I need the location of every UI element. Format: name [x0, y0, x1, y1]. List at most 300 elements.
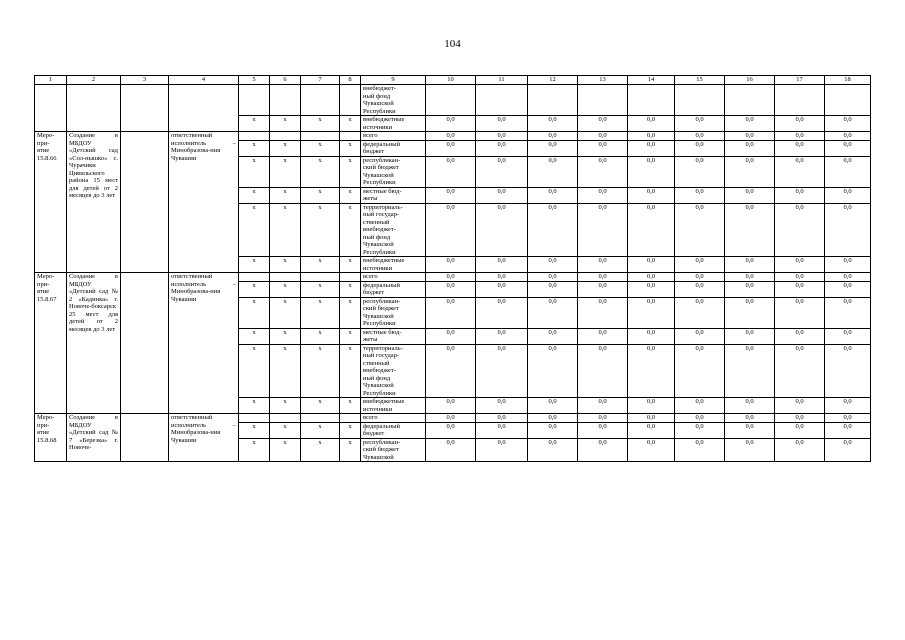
value-cell: 0,0	[476, 422, 528, 438]
mark-cell	[270, 414, 301, 423]
empty-cell	[67, 85, 121, 132]
mark-cell: x	[239, 257, 270, 273]
mark-cell: x	[239, 297, 270, 328]
mark-cell	[340, 132, 361, 141]
event-description-cell: Создание в МБДОУ «Детский сад № 2 «Кадинка» г. Новоче-боксарск 25 мест для детей от 2 месяцев до 3 лет	[67, 273, 121, 414]
value-cell: 0,0	[675, 116, 725, 132]
mark-cell: x	[340, 257, 361, 273]
funding-source-cell	[361, 203, 426, 257]
value-cell: 0,0	[775, 187, 825, 203]
value-cell: 0,0	[628, 187, 675, 203]
cell-line: ственный	[363, 218, 390, 226]
cell-line: ятие	[37, 429, 50, 436]
mark-cell: x	[270, 422, 301, 438]
mark-cell	[239, 273, 270, 282]
value-cell: 0,0	[578, 273, 628, 282]
cell-line: ный фонд	[363, 92, 391, 100]
mark-cell: x	[340, 187, 361, 203]
cell-line: бюджет	[363, 430, 385, 437]
mark-cell	[239, 85, 270, 116]
value-cell: 0,0	[775, 344, 825, 398]
value-cell: 0,0	[528, 297, 578, 328]
value-cell: 0,0	[528, 140, 578, 156]
cell-line: жеты	[363, 195, 378, 202]
value-cell: 0,0	[426, 438, 476, 462]
mark-cell: x	[239, 398, 270, 414]
cell-line: местные бюд-	[363, 328, 402, 336]
cell-line: ский бюджет	[363, 305, 399, 312]
value-cell: 0,0	[825, 281, 871, 297]
value-cell	[675, 85, 725, 116]
value-cell: 0,0	[775, 273, 825, 282]
column-header: 18	[825, 76, 871, 85]
value-cell: 0,0	[725, 328, 775, 344]
column-header: 1	[35, 76, 67, 85]
value-cell: 0,0	[675, 132, 725, 141]
value-cell: 0,0	[628, 414, 675, 423]
value-cell: 0,0	[476, 257, 528, 273]
value-cell: 0,0	[578, 422, 628, 438]
mark-cell: x	[301, 344, 340, 398]
value-cell: 0,0	[675, 297, 725, 328]
value-cell: 0,0	[476, 132, 528, 141]
mark-cell: x	[301, 297, 340, 328]
cell-line: всего	[363, 273, 378, 280]
value-cell: 0,0	[528, 438, 578, 462]
empty-cell	[121, 414, 169, 462]
value-cell: 0,0	[628, 132, 675, 141]
value-cell: 0,0	[675, 414, 725, 423]
column-header: 11	[476, 76, 528, 85]
event-description-cell: Создание в МБДОУ «Детский сад «Сол-нышко» с. Чурачики Цивильского района 15 мест для детей от 2 месяцев до 3 лет	[67, 132, 121, 273]
column-header: 3	[121, 76, 169, 85]
cell-line: внебюджетные	[363, 116, 405, 123]
table-row	[35, 273, 871, 282]
cell-line: бюджет	[363, 289, 385, 296]
cell-line: республикан-	[363, 438, 401, 446]
funding-source-cell	[361, 116, 426, 132]
cell-line: всего	[363, 414, 378, 421]
cell-line: республикан-	[363, 297, 401, 305]
column-header: 8	[340, 76, 361, 85]
mark-cell: x	[239, 116, 270, 132]
funding-source-cell	[361, 85, 426, 116]
mark-cell: x	[270, 187, 301, 203]
mark-cell: x	[301, 116, 340, 132]
cell-line: при-	[37, 139, 50, 147]
value-cell: 0,0	[825, 203, 871, 257]
mark-cell: x	[270, 398, 301, 414]
mark-cell: x	[340, 140, 361, 156]
column-header: 4	[169, 76, 239, 85]
mark-cell: x	[239, 187, 270, 203]
cell-line: местные бюд-	[363, 187, 402, 195]
column-header: 13	[578, 76, 628, 85]
value-cell: 0,0	[628, 328, 675, 344]
cell-line: ный фонд	[363, 233, 391, 241]
cell-line: всего	[363, 132, 378, 139]
column-header: 7	[301, 76, 340, 85]
value-cell: 0,0	[775, 140, 825, 156]
mark-cell: x	[270, 116, 301, 132]
table-row	[35, 132, 871, 141]
value-cell: 0,0	[528, 203, 578, 257]
cell-line: республикан-	[363, 156, 401, 164]
mark-cell: x	[270, 438, 301, 462]
value-cell: 0,0	[528, 422, 578, 438]
value-cell	[725, 85, 775, 116]
cell-line: источники	[363, 123, 393, 131]
empty-cell	[121, 273, 169, 414]
funding-source-cell	[361, 422, 426, 438]
cell-line: федеральный	[363, 422, 400, 430]
responsible-cell: ответственный исполнитель – Минобразова-ния Чувашии	[169, 273, 239, 414]
cell-line: бюджет	[363, 148, 385, 155]
mark-cell: x	[340, 297, 361, 328]
cell-line: жеты	[363, 336, 378, 343]
event-id-cell	[35, 273, 67, 414]
value-cell: 0,0	[675, 187, 725, 203]
value-cell: 0,0	[825, 414, 871, 423]
value-cell: 0,0	[775, 203, 825, 257]
value-cell	[775, 85, 825, 116]
value-cell: 0,0	[628, 203, 675, 257]
cell-line: Республики	[363, 107, 396, 115]
mark-cell: x	[239, 344, 270, 398]
value-cell: 0,0	[825, 132, 871, 141]
cell-line: территориаль-	[363, 203, 403, 211]
value-cell: 0,0	[775, 422, 825, 438]
cell-line: внебюджетные	[363, 398, 405, 405]
mark-cell: x	[239, 140, 270, 156]
value-cell: 0,0	[628, 344, 675, 398]
table-row	[35, 414, 871, 423]
value-cell: 0,0	[578, 116, 628, 132]
value-cell: 0,0	[825, 328, 871, 344]
mark-cell	[340, 414, 361, 423]
value-cell: 0,0	[628, 116, 675, 132]
mark-cell: x	[301, 422, 340, 438]
mark-cell: x	[340, 203, 361, 257]
column-header: 14	[628, 76, 675, 85]
mark-cell: x	[239, 422, 270, 438]
value-cell: 0,0	[725, 281, 775, 297]
cell-line: 15.8.68	[37, 436, 57, 444]
column-header: 12	[528, 76, 578, 85]
mark-cell: x	[301, 398, 340, 414]
column-header: 17	[775, 76, 825, 85]
cell-line: Чувашской	[363, 241, 394, 248]
value-cell: 0,0	[675, 203, 725, 257]
mark-cell: x	[270, 156, 301, 187]
mark-cell: x	[239, 438, 270, 462]
value-cell: 0,0	[628, 398, 675, 414]
cell-line: Чувашской	[363, 453, 394, 461]
value-cell: 0,0	[426, 414, 476, 423]
cell-line: внебюджет-	[363, 85, 396, 92]
cell-line: ский бюджет	[363, 446, 399, 453]
mark-cell: x	[301, 156, 340, 187]
empty-cell	[121, 132, 169, 273]
mark-cell: x	[301, 203, 340, 257]
mark-cell	[340, 85, 361, 116]
value-cell: 0,0	[578, 257, 628, 273]
funding-source-cell	[361, 257, 426, 273]
value-cell: 0,0	[775, 414, 825, 423]
value-cell: 0,0	[675, 438, 725, 462]
mark-cell	[239, 414, 270, 423]
value-cell: 0,0	[528, 398, 578, 414]
value-cell: 0,0	[476, 297, 528, 328]
value-cell: 0,0	[426, 132, 476, 141]
mark-cell: x	[270, 344, 301, 398]
mark-cell: x	[239, 156, 270, 187]
mark-cell	[340, 273, 361, 282]
mark-cell	[301, 85, 340, 116]
value-cell: 0,0	[675, 273, 725, 282]
value-cell: 0,0	[775, 297, 825, 328]
cell-line: ятие	[37, 147, 50, 154]
value-cell: 0,0	[628, 156, 675, 187]
value-cell: 0,0	[675, 140, 725, 156]
value-cell	[825, 85, 871, 116]
cell-line: Чувашской	[363, 312, 394, 320]
value-cell: 0,0	[476, 414, 528, 423]
mark-cell: x	[340, 156, 361, 187]
funding-source-cell	[361, 187, 426, 203]
value-cell: 0,0	[426, 344, 476, 398]
cell-line: Меро-	[37, 132, 55, 139]
column-header: 2	[67, 76, 121, 85]
mark-cell: x	[340, 116, 361, 132]
value-cell: 0,0	[725, 398, 775, 414]
mark-cell: x	[270, 140, 301, 156]
funding-source-cell	[361, 414, 426, 423]
cell-line: федеральный	[363, 281, 400, 289]
value-cell: 0,0	[628, 257, 675, 273]
cell-line: Республики	[363, 320, 396, 327]
budget-table	[34, 75, 871, 462]
mark-cell	[270, 132, 301, 141]
value-cell: 0,0	[426, 203, 476, 257]
mark-cell	[239, 132, 270, 141]
cell-line: ный фонд	[363, 374, 391, 382]
column-header: 10	[426, 76, 476, 85]
cell-line: Чувашской	[363, 171, 394, 179]
value-cell: 0,0	[825, 187, 871, 203]
cell-line: 15.8.67	[37, 295, 57, 303]
cell-line: Республики	[363, 248, 396, 256]
funding-source-cell	[361, 398, 426, 414]
value-cell: 0,0	[528, 132, 578, 141]
column-header: 16	[725, 76, 775, 85]
value-cell	[528, 85, 578, 116]
mark-cell	[270, 273, 301, 282]
value-cell: 0,0	[775, 438, 825, 462]
cell-line: Республики	[363, 179, 396, 186]
value-cell: 0,0	[775, 132, 825, 141]
cell-line: при-	[37, 421, 50, 429]
empty-cell	[35, 85, 67, 132]
empty-cell	[169, 85, 239, 132]
value-cell: 0,0	[825, 398, 871, 414]
value-cell: 0,0	[725, 344, 775, 398]
cell-line: Чувашской	[363, 382, 394, 389]
value-cell: 0,0	[725, 187, 775, 203]
value-cell: 0,0	[476, 328, 528, 344]
value-cell: 0,0	[725, 438, 775, 462]
value-cell: 0,0	[578, 156, 628, 187]
funding-source-cell	[361, 438, 426, 462]
event-description-cell: Создание в МБДОУ «Детский сад № 7 «Березка» г. Новоче-	[67, 414, 121, 462]
value-cell: 0,0	[578, 132, 628, 141]
value-cell: 0,0	[725, 422, 775, 438]
value-cell: 0,0	[476, 398, 528, 414]
mark-cell: x	[301, 328, 340, 344]
value-cell: 0,0	[825, 344, 871, 398]
value-cell: 0,0	[426, 297, 476, 328]
value-cell: 0,0	[578, 140, 628, 156]
value-cell: 0,0	[725, 414, 775, 423]
value-cell: 0,0	[426, 116, 476, 132]
value-cell: 0,0	[426, 140, 476, 156]
value-cell: 0,0	[528, 156, 578, 187]
cell-line: при-	[37, 280, 50, 288]
value-cell: 0,0	[476, 187, 528, 203]
funding-source-cell	[361, 297, 426, 328]
mark-cell: x	[239, 203, 270, 257]
value-cell: 0,0	[725, 273, 775, 282]
value-cell	[476, 85, 528, 116]
value-cell: 0,0	[628, 273, 675, 282]
value-cell: 0,0	[725, 257, 775, 273]
mark-cell: x	[270, 203, 301, 257]
value-cell: 0,0	[628, 281, 675, 297]
value-cell: 0,0	[426, 398, 476, 414]
cell-line: ятие	[37, 288, 50, 295]
empty-cell	[121, 85, 169, 132]
value-cell: 0,0	[825, 156, 871, 187]
mark-cell: x	[340, 328, 361, 344]
mark-cell: x	[239, 281, 270, 297]
value-cell	[628, 85, 675, 116]
value-cell: 0,0	[725, 156, 775, 187]
value-cell: 0,0	[426, 328, 476, 344]
cell-line: Республики	[363, 389, 396, 397]
value-cell: 0,0	[528, 257, 578, 273]
value-cell: 0,0	[775, 257, 825, 273]
value-cell: 0,0	[725, 132, 775, 141]
value-cell: 0,0	[476, 140, 528, 156]
value-cell: 0,0	[476, 116, 528, 132]
value-cell: 0,0	[578, 398, 628, 414]
column-header: 9	[361, 76, 426, 85]
value-cell: 0,0	[528, 187, 578, 203]
funding-source-cell	[361, 132, 426, 141]
value-cell: 0,0	[476, 273, 528, 282]
value-cell: 0,0	[775, 156, 825, 187]
value-cell: 0,0	[528, 414, 578, 423]
mark-cell: x	[270, 257, 301, 273]
mark-cell: x	[301, 187, 340, 203]
value-cell: 0,0	[725, 116, 775, 132]
value-cell: 0,0	[675, 281, 725, 297]
value-cell: 0,0	[528, 344, 578, 398]
cell-line: источники	[363, 405, 393, 413]
mark-cell: x	[340, 438, 361, 462]
value-cell: 0,0	[825, 273, 871, 282]
value-cell: 0,0	[675, 257, 725, 273]
value-cell: 0,0	[825, 116, 871, 132]
value-cell: 0,0	[476, 203, 528, 257]
value-cell: 0,0	[426, 257, 476, 273]
value-cell	[578, 85, 628, 116]
cell-line: внебюджетные	[363, 257, 405, 264]
value-cell: 0,0	[825, 140, 871, 156]
funding-source-cell	[361, 344, 426, 398]
value-cell: 0,0	[476, 344, 528, 398]
value-cell: 0,0	[426, 156, 476, 187]
value-cell: 0,0	[578, 328, 628, 344]
value-cell: 0,0	[775, 116, 825, 132]
responsible-cell: ответственный исполнитель – Минобразова-ния Чувашии	[169, 132, 239, 273]
value-cell	[426, 85, 476, 116]
mark-cell: x	[340, 398, 361, 414]
value-cell: 0,0	[675, 344, 725, 398]
column-header: 15	[675, 76, 725, 85]
mark-cell	[301, 273, 340, 282]
cell-line: Меро-	[37, 414, 55, 421]
value-cell: 0,0	[675, 156, 725, 187]
mark-cell: x	[301, 140, 340, 156]
mark-cell: x	[301, 438, 340, 462]
value-cell: 0,0	[725, 297, 775, 328]
value-cell: 0,0	[426, 273, 476, 282]
value-cell: 0,0	[628, 297, 675, 328]
mark-cell: x	[239, 328, 270, 344]
mark-cell: x	[301, 257, 340, 273]
mark-cell: x	[270, 328, 301, 344]
value-cell: 0,0	[825, 422, 871, 438]
mark-cell: x	[340, 422, 361, 438]
value-cell: 0,0	[725, 140, 775, 156]
cell-line: Чувашской	[363, 100, 394, 107]
value-cell: 0,0	[628, 422, 675, 438]
cell-line: ский бюджет	[363, 164, 399, 171]
value-cell: 0,0	[578, 438, 628, 462]
value-cell: 0,0	[578, 344, 628, 398]
value-cell: 0,0	[426, 422, 476, 438]
value-cell: 0,0	[528, 273, 578, 282]
mark-cell: x	[301, 281, 340, 297]
mark-cell: x	[270, 281, 301, 297]
value-cell: 0,0	[825, 297, 871, 328]
cell-line: источники	[363, 264, 393, 272]
event-id-cell	[35, 132, 67, 273]
event-id-cell	[35, 414, 67, 462]
funding-source-cell	[361, 328, 426, 344]
value-cell: 0,0	[675, 328, 725, 344]
responsible-cell: ответственный исполнитель – Минобразова-ния Чувашии	[169, 414, 239, 462]
column-header: 5	[239, 76, 270, 85]
value-cell: 0,0	[775, 281, 825, 297]
header-row	[35, 76, 871, 85]
value-cell: 0,0	[628, 140, 675, 156]
cell-line: внебюджет-	[363, 367, 396, 374]
value-cell: 0,0	[528, 116, 578, 132]
page-number: 104	[444, 38, 461, 50]
cell-line: ственный	[363, 359, 390, 367]
